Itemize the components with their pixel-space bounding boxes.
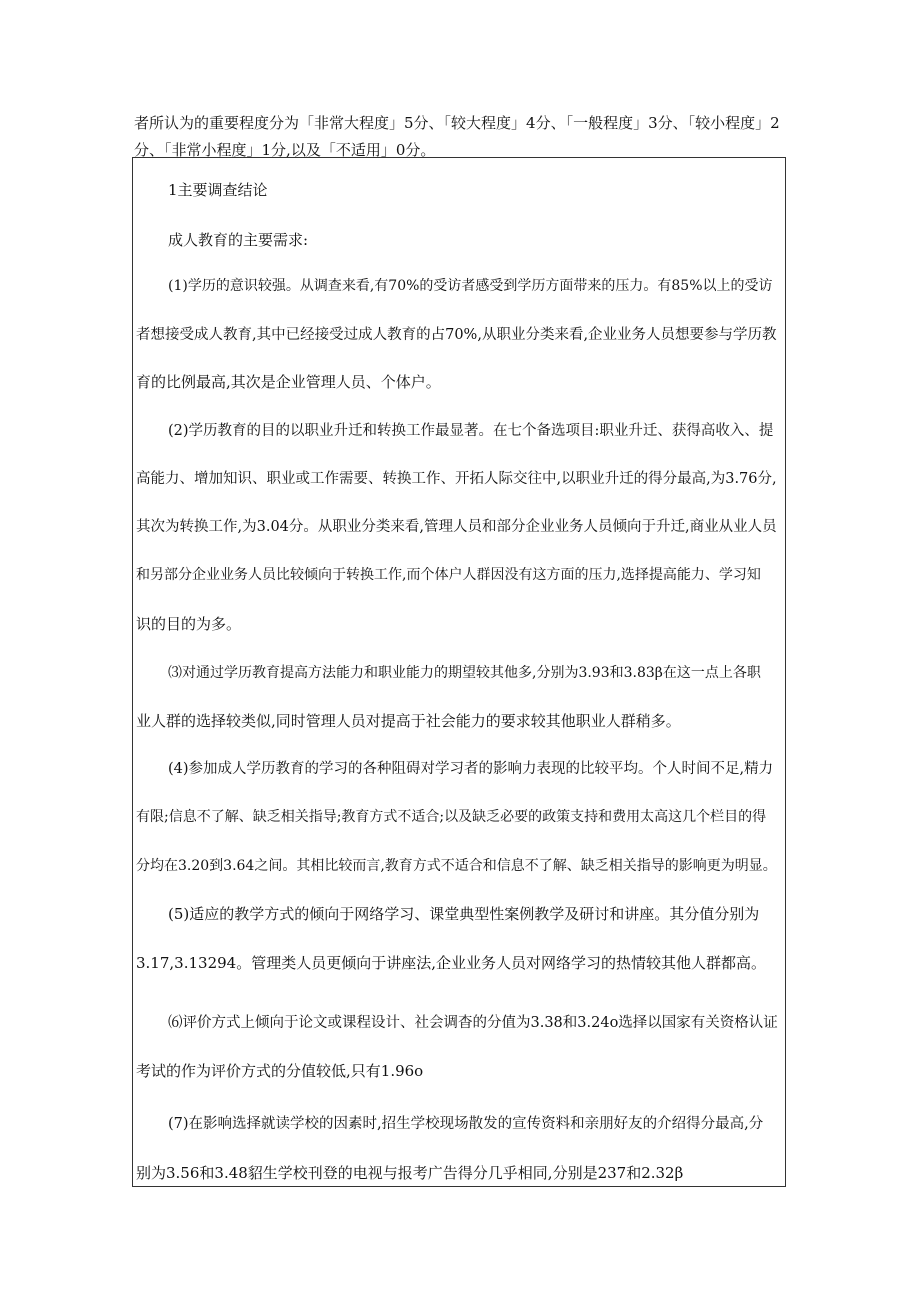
paragraph-3-line: ⑶对通过学历教育提高方法能力和职业能力的期望较其他多,分别为3.93和3.83β在这一点上各职 [168, 665, 761, 681]
section-heading: 1主要调查结论 [168, 181, 268, 199]
paragraph-1-line: 者想接受成人教育,其中已经接受过成人教育的占70%,从职业分类来看,企业业务人员想要参与学历教 [136, 327, 777, 343]
paragraph-2-line: 识的目的为多。 [136, 615, 242, 633]
intro-paragraph [134, 110, 794, 164]
paragraph-5-line: (5)适应的教学方式的倾向于网络学习、课堂典型性案例教学及研讨和讲座。其分值分别为 [168, 905, 760, 923]
paragraph-4-line: 有限;信息不了解、缺乏相关指导;教育方式不适合;以及缺乏必要的政策支持和费用太高这几个栏目的得 [136, 809, 767, 825]
paragraph-7-line: (7)在影响选择就读学校的因素时,招生学校现场散发的宣传资料和亲朋好友的介绍得分最高,分 [168, 1116, 764, 1132]
intro-line: 者所认为的重要程度分为「非常大程度」5分、「较大程度」4分、「一般程度」3分、「较小程度」2 [134, 114, 780, 132]
intro-line: 分、「非常小程度」1分,以及「不适用」0分。 [134, 141, 436, 159]
paragraph-2-line: (2)学历教育的目的以职业升迁和转换工作最显著。在七个备选项目:职业升迁、获得高收入、提 [168, 423, 774, 439]
paragraph-1-line: 育的比例最高,其次是企业管理人员、个体户。 [136, 373, 441, 391]
paragraph-6-line: 考试的作为评价方式的分值较低,只有1.96o [136, 1062, 424, 1080]
paragraph-2-line: 高能力、增加知识、职业或工作需要、转换工作、开拓人际交往中,以职业升迁的得分最高,为3.76分, [136, 471, 777, 487]
conclusions-box [132, 157, 786, 1187]
paragraph-3-line: 业人群的选择较类似,同时管理人员对提高于社会能力的要求较其他职业人群稍多。 [136, 712, 681, 730]
section-subheading: 成人教育的主要需求: [168, 231, 309, 249]
paragraph-2-line: 和另部分企业业务人员比较倾向于转换工作,而个体户人群因没有这方面的压力,选择提高能力、学习知 [136, 567, 761, 583]
paragraph-1-line: (1)学历的意识较强。从调查来看,有70%的受访者感受到学历方面带来的压力。有85%以上的受访 [168, 278, 773, 294]
paragraph-4-line: (4)参加成人学历教育的学习的各种阻碍对学习者的影响力表现的比较平均。个人时间不足,精力 [168, 761, 774, 777]
paragraph-4-line: 分均在3.20到3.64之间。其相比较而言,教育方式不适合和信息不了解、缺乏相关指导的影响更为明显。 [136, 858, 777, 874]
paragraph-6-line: ⑹评价方式上倾向于论文或课程设计、社会调杳的分值为3.38和3.24o选择以国家有关资格认证 [168, 1015, 778, 1031]
paragraph-2-line: 其次为转换工作,为3.04分。从职业分类来看,管理人员和部分企业业务人员倾向于升迁,商业从业人员 [136, 519, 777, 535]
paragraph-5-line: 3.17,3.13294。管理类人员更倾向于讲座法,企业业务人员对网络学习的热情较其他人群都高。 [136, 954, 766, 972]
paragraph-7-line: 别为3.56和3.48貂生学校刊登的电视与报考广告得分几乎相同,分别是237和2.32β [136, 1164, 684, 1182]
